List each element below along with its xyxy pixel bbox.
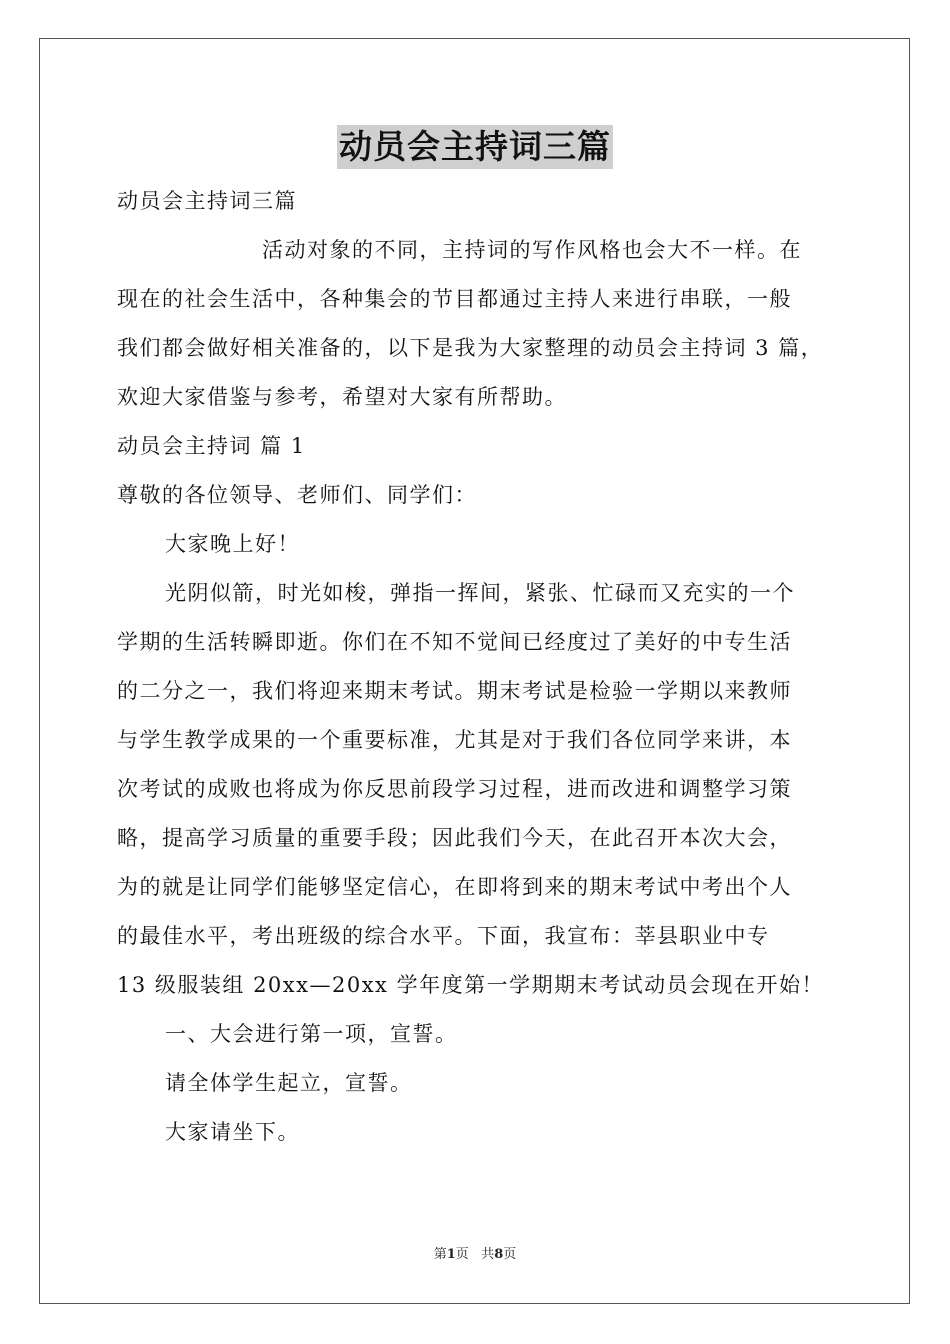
text-line: 为的就是让同学们能够坚定信心，在即将到来的期末考试中考出个人 xyxy=(117,875,792,899)
text-line: 大家请坐下。 xyxy=(165,1120,300,1144)
text-line: 活动对象的不同，主持词的写作风格也会大不一样。在 xyxy=(262,238,802,262)
footer-page-prefix: 第 xyxy=(433,1247,447,1262)
footer-page-number: 1 xyxy=(446,1247,456,1262)
footer-total-pages: 8 xyxy=(494,1247,504,1262)
text-line: 动员会主持词三篇 xyxy=(117,189,297,213)
text-line: 次考试的成败也将成为你反思前段学习过程，进而改进和调整学习策 xyxy=(117,777,792,801)
text-line: 学期的生活转瞬即逝。你们在不知不觉间已经度过了美好的中专生活 xyxy=(117,630,792,654)
page-footer xyxy=(0,1246,950,1264)
text-line: 现在的社会生活中，各种集会的节目都通过主持人来进行串联，一般 xyxy=(117,287,792,311)
footer-total-suffix: 页 xyxy=(503,1247,517,1262)
text-line: 光阴似箭，时光如梭，弹指一挥间，紧张、忙碌而又充实的一个 xyxy=(165,581,795,605)
text-line: 欢迎大家借鉴与参考，希望对大家有所帮助。 xyxy=(117,385,567,409)
text-line: 尊敬的各位领导、老师们、同学们： xyxy=(117,483,477,507)
title-wrap xyxy=(0,125,950,169)
footer-page-suffix: 页 xyxy=(455,1247,469,1262)
text-line: 动员会主持词 篇 1 xyxy=(117,434,306,458)
text-line: 的最佳水平，考出班级的综合水平。下面，我宣布：莘县职业中专 xyxy=(117,924,770,948)
text-line: 大家晚上好！ xyxy=(165,532,300,556)
text-line: 13 级服装组 20xx—20xx 学年度第一学期期末考试动员会现在开始！ xyxy=(117,973,825,997)
text-line: 请全体学生起立，宣誓。 xyxy=(165,1071,413,1095)
text-line: 我们都会做好相关准备的，以下是我为大家整理的动员会主持词 3 篇， xyxy=(117,336,824,360)
text-line: 的二分之一，我们将迎来期末考试。期末考试是检验一学期以来教师 xyxy=(117,679,792,703)
document-title: 动员会主持词三篇 xyxy=(337,125,613,169)
footer-total-prefix: 共 xyxy=(481,1247,495,1262)
text-line: 略，提高学习质量的重要手段；因此我们今天，在此召开本次大会， xyxy=(117,826,792,850)
document-body xyxy=(117,177,842,1157)
text-line: 一、大会进行第一项，宣誓。 xyxy=(165,1022,458,1046)
text-line: 与学生教学成果的一个重要标准，尤其是对于我们各位同学来讲，本 xyxy=(117,728,792,752)
